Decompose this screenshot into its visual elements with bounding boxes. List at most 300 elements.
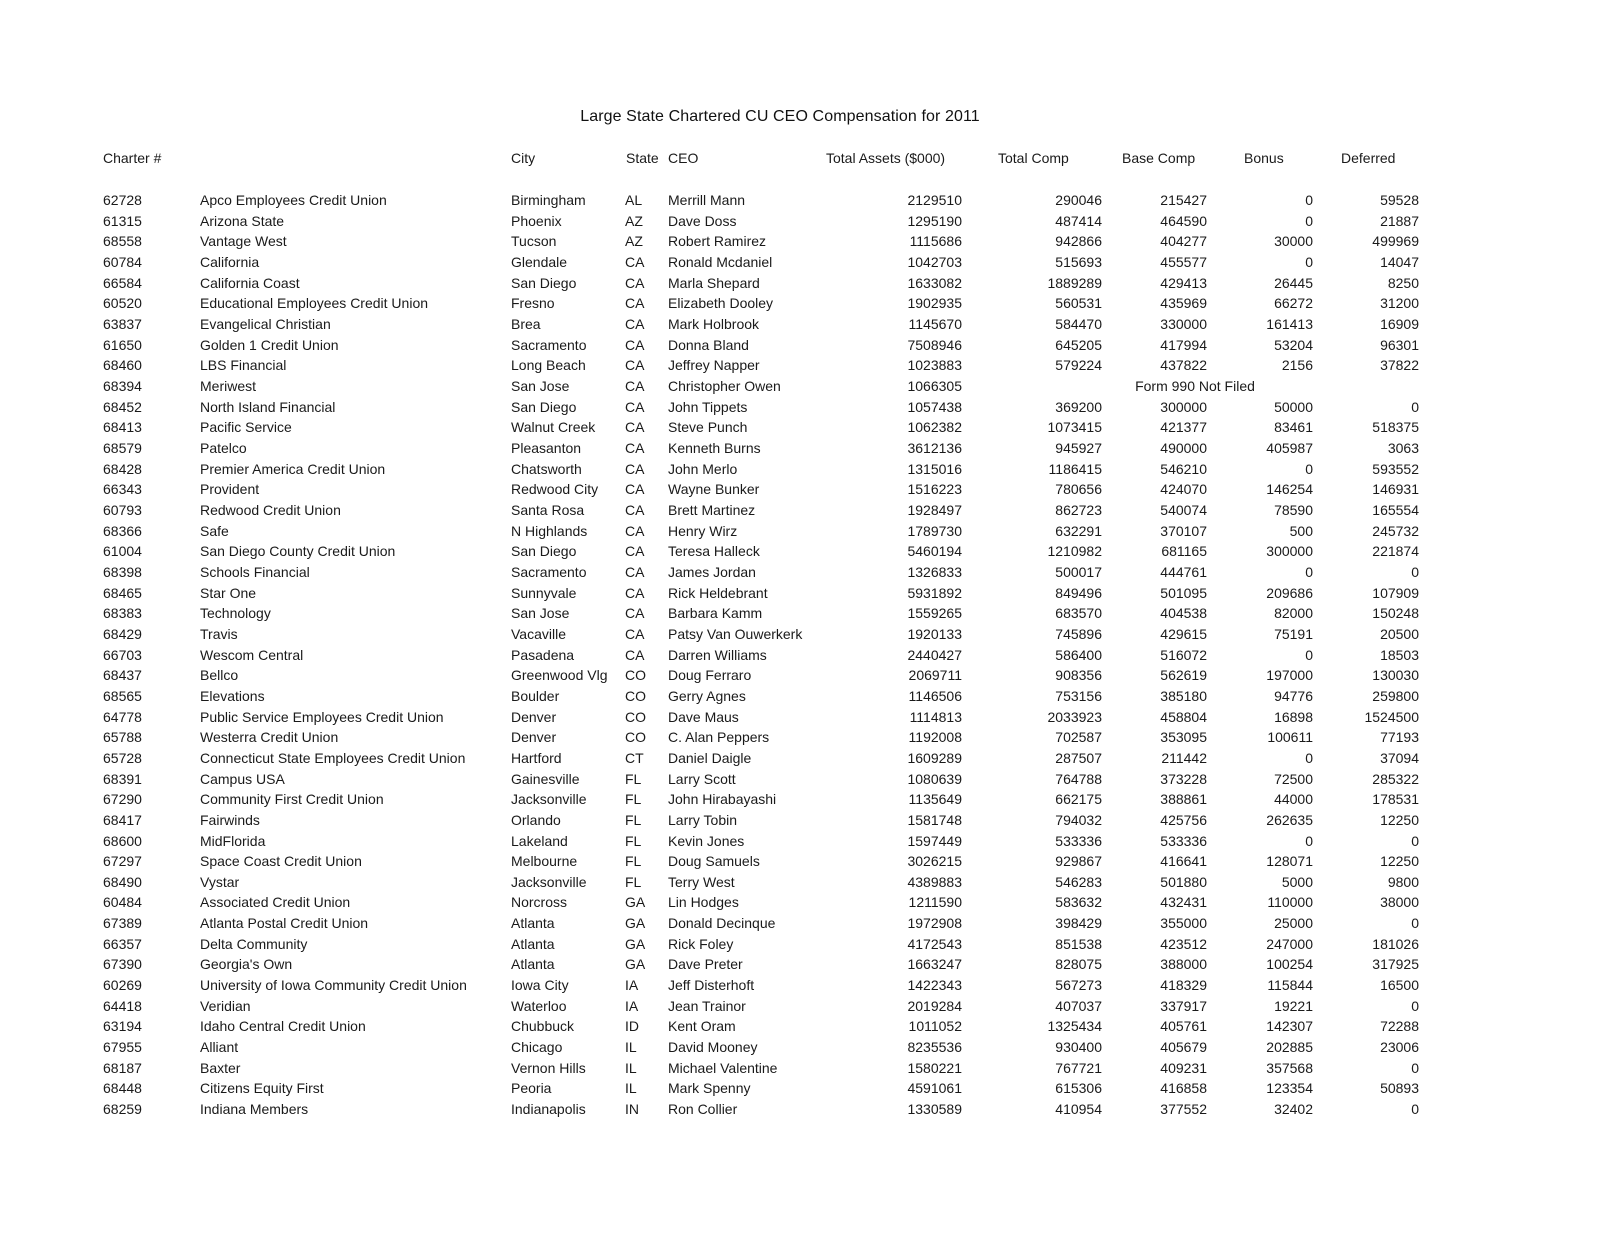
city: Chatsworth <box>511 460 582 477</box>
base-comp: 455577 <box>1160 254 1207 270</box>
charter-number: 68429 <box>103 625 142 642</box>
deferred: 12250 <box>1380 853 1419 870</box>
ceo-name: Patsy Van Ouwerkerk <box>668 625 803 642</box>
total-assets: 1011052 <box>908 1018 962 1035</box>
charter-number: 60793 <box>103 501 142 518</box>
total-comp: 683570 <box>1055 605 1102 622</box>
deferred: 37822 <box>1380 357 1419 374</box>
city: Iowa City <box>511 977 569 994</box>
city: Jacksonville <box>511 791 587 808</box>
deferred: 23006 <box>1380 1039 1419 1056</box>
state: FL <box>625 853 642 870</box>
total-comp: 851538 <box>1055 935 1102 952</box>
deferred: 31200 <box>1380 295 1419 312</box>
table-header <box>0 148 1600 168</box>
deferred: 14047 <box>1380 254 1419 270</box>
state: FL <box>625 791 642 808</box>
bonus: 142307 <box>1266 1018 1313 1035</box>
deferred: 165554 <box>1372 501 1419 518</box>
deferred: 0 <box>1411 915 1419 932</box>
total-comp: 753156 <box>1055 687 1102 704</box>
table-row <box>0 831 1600 851</box>
credit-union-name: Veridian <box>200 997 251 1014</box>
base-comp: 533336 <box>1160 832 1207 849</box>
total-assets: 1920133 <box>907 625 962 642</box>
total-assets: 1066305 <box>907 377 962 394</box>
state: IN <box>625 1101 639 1117</box>
credit-union-name: Westerra Credit Union <box>200 729 339 746</box>
total-assets: 1145670 <box>908 316 962 332</box>
city: Redwood City <box>511 481 599 498</box>
total-assets: 1295190 <box>907 212 962 229</box>
total-comp: 410954 <box>1055 1101 1102 1117</box>
base-comp: 300000 <box>1160 398 1207 415</box>
bonus: 72500 <box>1274 770 1313 787</box>
table-row <box>0 417 1600 437</box>
credit-union-name: Atlanta Postal Credit Union <box>200 915 369 932</box>
total-assets: 3612136 <box>907 439 962 456</box>
city: Lakeland <box>511 832 568 849</box>
city: San Jose <box>511 605 570 622</box>
charter-number: 68579 <box>103 439 142 456</box>
base-comp: 562619 <box>1160 667 1207 684</box>
total-assets: 1789730 <box>907 522 962 539</box>
charter-number: 68259 <box>103 1101 142 1117</box>
deferred: 9800 <box>1387 873 1419 890</box>
ceo-name: Brett Martinez <box>668 501 756 518</box>
bonus: 44000 <box>1274 791 1313 808</box>
bonus: 100611 <box>1267 729 1313 746</box>
ceo-name: Larry Tobin <box>668 811 738 828</box>
state: CO <box>625 708 646 725</box>
bonus: 357568 <box>1266 1059 1313 1076</box>
charter-number: 68417 <box>103 811 142 828</box>
total-comp: 780656 <box>1055 481 1102 498</box>
city: San Diego <box>511 543 577 560</box>
table-row <box>0 1078 1600 1098</box>
total-assets: 4389883 <box>907 873 962 890</box>
charter-number: 66703 <box>103 646 142 663</box>
total-comp: 407037 <box>1055 997 1102 1014</box>
bonus: 262635 <box>1266 811 1313 828</box>
base-comp: 429413 <box>1160 274 1207 291</box>
state: CA <box>625 646 645 663</box>
city: San Jose <box>511 377 570 394</box>
total-assets: 1633082 <box>907 274 962 291</box>
bonus: 19221 <box>1274 997 1313 1014</box>
bonus: 83461 <box>1274 419 1313 436</box>
city: Pleasanton <box>511 439 582 456</box>
table-row <box>0 954 1600 974</box>
total-comp: 745896 <box>1055 625 1102 642</box>
charter-number: 65728 <box>103 749 142 766</box>
ceo-name: Ron Collier <box>668 1101 738 1117</box>
ceo-name: Mark Spenny <box>668 1080 751 1097</box>
charter-number: 60520 <box>103 295 142 312</box>
credit-union-name: Travis <box>200 625 238 642</box>
ceo-name: Rick Foley <box>668 935 734 952</box>
state: CA <box>625 605 645 622</box>
base-comp: 424070 <box>1160 481 1207 498</box>
deferred: 181026 <box>1372 935 1419 952</box>
base-comp: 501095 <box>1160 584 1207 601</box>
state: CA <box>625 377 645 394</box>
credit-union-name: Elevations <box>200 687 265 704</box>
header-total-assets: Total Assets ($000) <box>826 150 946 166</box>
charter-number: 68383 <box>103 605 142 622</box>
table-row <box>0 624 1600 644</box>
bonus: 100254 <box>1266 956 1313 973</box>
total-comp: 287507 <box>1055 749 1102 766</box>
base-comp: 444761 <box>1160 563 1207 580</box>
header-deferred: Deferred <box>1341 150 1396 166</box>
city: Vernon Hills <box>511 1059 586 1076</box>
ceo-name: Teresa Halleck <box>668 543 760 560</box>
city: Chicago <box>511 1039 563 1056</box>
charter-number: 68465 <box>103 584 142 601</box>
bonus: 16898 <box>1274 708 1313 725</box>
credit-union-name: North Island Financial <box>200 398 336 415</box>
charter-number: 60269 <box>103 977 142 994</box>
charter-number: 68391 <box>103 770 142 787</box>
city: Chubbuck <box>511 1018 575 1035</box>
ceo-name: James Jordan <box>668 563 756 580</box>
ceo-name: Dave Doss <box>668 212 737 229</box>
total-assets: 1042703 <box>907 254 962 270</box>
total-comp: 1186415 <box>1048 460 1102 477</box>
table-row <box>0 789 1600 809</box>
base-comp: 435969 <box>1160 295 1207 312</box>
total-comp: 290046 <box>1055 192 1102 208</box>
charter-number: 63194 <box>103 1018 142 1035</box>
charter-number: 67290 <box>103 791 142 808</box>
total-comp: 487414 <box>1055 212 1102 229</box>
credit-union-name: Fairwinds <box>200 811 260 828</box>
total-comp: 369200 <box>1055 398 1102 415</box>
total-assets: 1062382 <box>907 419 962 436</box>
table-row <box>0 335 1600 355</box>
table-row <box>0 975 1600 995</box>
total-comp: 579224 <box>1055 357 1102 374</box>
credit-union-name: MidFlorida <box>200 832 266 849</box>
total-comp: 1210982 <box>1047 543 1102 560</box>
city: Atlanta <box>511 935 555 952</box>
base-comp: 464590 <box>1160 212 1207 229</box>
total-comp: 546283 <box>1055 873 1102 890</box>
state: ID <box>625 1018 639 1035</box>
charter-number: 68452 <box>103 398 142 415</box>
table-row <box>0 541 1600 561</box>
total-comp: 849496 <box>1055 584 1102 601</box>
deferred: 317925 <box>1372 956 1419 973</box>
base-comp: 516072 <box>1160 646 1207 663</box>
state: CA <box>625 501 645 518</box>
deferred: 38000 <box>1380 894 1419 911</box>
table-row <box>0 769 1600 789</box>
base-comp: 418329 <box>1160 977 1207 994</box>
header-bonus: Bonus <box>1244 150 1284 166</box>
bonus: 0 <box>1305 646 1313 663</box>
total-assets: 2129510 <box>907 192 962 208</box>
ceo-name: Wayne Bunker <box>668 481 760 498</box>
ceo-name: Dave Maus <box>668 708 739 725</box>
bonus: 78590 <box>1274 501 1313 518</box>
total-assets: 1315016 <box>907 460 962 477</box>
bonus: 82000 <box>1274 605 1313 622</box>
bonus: 0 <box>1305 254 1313 270</box>
credit-union-name: Wescom Central <box>200 646 304 663</box>
credit-union-name: Safe <box>200 522 229 539</box>
city: Boulder <box>511 687 560 704</box>
ceo-name: Marla Shepard <box>668 274 760 291</box>
table-row <box>0 231 1600 251</box>
charter-number: 61315 <box>103 212 142 229</box>
bonus: 0 <box>1305 192 1313 208</box>
table-row <box>0 810 1600 830</box>
deferred: 593552 <box>1372 460 1419 477</box>
base-comp: 417994 <box>1160 336 1207 353</box>
city: Jacksonville <box>511 873 587 890</box>
ceo-name: Donna Bland <box>668 336 749 353</box>
base-comp: 416858 <box>1160 1080 1207 1097</box>
city: Norcross <box>511 894 568 911</box>
bonus: 32402 <box>1274 1101 1313 1117</box>
charter-number: 64778 <box>103 708 142 725</box>
base-comp: 405679 <box>1160 1039 1207 1056</box>
bonus: 500 <box>1289 522 1313 539</box>
charter-number: 60784 <box>103 254 142 270</box>
credit-union-name: Golden 1 Credit Union <box>200 336 339 353</box>
total-comp: 632291 <box>1055 522 1102 539</box>
charter-number: 68428 <box>103 460 142 477</box>
total-comp: 767721 <box>1055 1059 1102 1076</box>
header-ceo: CEO <box>668 150 699 166</box>
state: CA <box>625 543 645 560</box>
credit-union-name: Alliant <box>200 1039 239 1056</box>
charter-number: 68413 <box>103 419 142 436</box>
charter-number: 66357 <box>103 935 142 952</box>
total-assets: 1581748 <box>907 811 962 828</box>
ceo-name: Daniel Daigle <box>668 749 752 766</box>
credit-union-name: Associated Credit Union <box>200 894 351 911</box>
credit-union-name: Idaho Central Credit Union <box>200 1018 366 1035</box>
base-comp: 337917 <box>1160 997 1207 1014</box>
deferred: 107909 <box>1372 584 1419 601</box>
total-comp: 2033923 <box>1047 708 1102 725</box>
state: FL <box>625 832 642 849</box>
city: Melbourne <box>511 853 578 870</box>
total-comp: 584470 <box>1055 316 1102 332</box>
base-comp: 432431 <box>1160 894 1207 911</box>
deferred: 20500 <box>1380 625 1419 642</box>
credit-union-name: University of Iowa Community Credit Union <box>200 977 467 994</box>
state: CO <box>625 729 646 746</box>
charter-number: 68398 <box>103 563 142 580</box>
ceo-name: Donald Decinque <box>668 915 776 932</box>
credit-union-name: Vantage West <box>200 233 287 250</box>
state: CA <box>625 419 645 436</box>
total-assets: 1330589 <box>907 1101 962 1117</box>
state: AZ <box>625 212 643 229</box>
bonus: 53204 <box>1274 336 1313 353</box>
ceo-name: Christopher Owen <box>668 377 781 394</box>
base-comp: 681165 <box>1161 543 1207 560</box>
state: CA <box>625 336 645 353</box>
charter-number: 67955 <box>103 1039 142 1056</box>
city: San Diego <box>511 398 577 415</box>
ceo-name: C. Alan Peppers <box>668 729 770 746</box>
city: Walnut Creek <box>511 419 596 436</box>
credit-union-name: Baxter <box>200 1059 241 1076</box>
ceo-name: Dave Preter <box>668 956 743 973</box>
charter-number: 64418 <box>103 997 142 1014</box>
credit-union-name: Schools Financial <box>200 563 310 580</box>
credit-union-name: Campus USA <box>200 770 285 787</box>
table-row <box>0 996 1600 1016</box>
city: Denver <box>511 729 557 746</box>
state: IA <box>625 997 639 1014</box>
bonus: 94776 <box>1274 687 1313 704</box>
deferred: 285322 <box>1372 770 1419 787</box>
city: N Highlands <box>511 522 588 539</box>
total-assets: 1972908 <box>907 915 962 932</box>
charter-number: 68437 <box>103 667 142 684</box>
city: Atlanta <box>511 956 555 973</box>
deferred: 0 <box>1411 563 1419 580</box>
bonus: 5000 <box>1281 873 1313 890</box>
bonus: 30000 <box>1274 233 1313 250</box>
table-row <box>0 1058 1600 1078</box>
total-assets: 4591061 <box>907 1080 962 1097</box>
ceo-name: Jean Trainor <box>668 997 746 1014</box>
total-assets: 1057438 <box>907 398 962 415</box>
total-assets: 8235536 <box>907 1039 962 1056</box>
total-comp: 794032 <box>1055 811 1102 828</box>
deferred: 0 <box>1411 1101 1419 1117</box>
total-assets: 2069711 <box>908 667 962 684</box>
table-row <box>0 376 1600 396</box>
credit-union-name: Redwood Credit Union <box>200 501 341 518</box>
credit-union-name: Space Coast Credit Union <box>200 853 362 870</box>
deferred: 50893 <box>1380 1080 1419 1097</box>
charter-number: 61650 <box>103 336 142 353</box>
ceo-name: Rick Heldebrant <box>668 584 768 601</box>
ceo-name: Doug Ferraro <box>668 667 752 684</box>
bonus: 75191 <box>1274 625 1313 642</box>
table-row <box>0 252 1600 272</box>
table-row <box>0 872 1600 892</box>
credit-union-name: Vystar <box>200 873 240 890</box>
ceo-name: Merrill Mann <box>668 192 746 208</box>
deferred: 221874 <box>1372 543 1419 560</box>
base-comp: 425756 <box>1160 811 1207 828</box>
bonus: 0 <box>1305 460 1313 477</box>
total-assets: 1422343 <box>907 977 962 994</box>
total-assets: 1516223 <box>907 481 962 498</box>
total-assets: 5460194 <box>907 543 962 560</box>
city: Pasadena <box>511 646 575 663</box>
total-comp: 945927 <box>1055 439 1102 456</box>
charter-number: 66584 <box>103 274 142 291</box>
deferred: 0 <box>1411 398 1419 415</box>
credit-union-name: Star One <box>200 584 257 601</box>
bonus: 0 <box>1305 212 1313 229</box>
city: Birmingham <box>511 192 586 208</box>
total-assets: 1326833 <box>907 563 962 580</box>
table-row <box>0 665 1600 685</box>
charter-number: 65788 <box>103 729 142 746</box>
charter-number: 68366 <box>103 522 142 539</box>
base-comp: 423512 <box>1160 935 1207 952</box>
charter-number: 61004 <box>103 543 142 560</box>
credit-union-name: California <box>200 254 260 270</box>
total-assets: 1559265 <box>907 605 962 622</box>
state: CA <box>625 460 645 477</box>
total-assets: 1080639 <box>907 770 962 787</box>
credit-union-name: Provident <box>200 481 260 498</box>
base-comp: 416641 <box>1160 853 1207 870</box>
bonus: 50000 <box>1274 398 1313 415</box>
deferred: 130030 <box>1372 667 1419 684</box>
base-comp: 429615 <box>1160 625 1207 642</box>
base-comp: 404277 <box>1160 233 1207 250</box>
base-comp: 546210 <box>1160 460 1207 477</box>
charter-number: 68460 <box>103 357 142 374</box>
state: GA <box>625 935 646 952</box>
credit-union-name: Meriwest <box>200 377 257 394</box>
table-row <box>0 707 1600 727</box>
base-comp: 409231 <box>1160 1059 1207 1076</box>
state: CA <box>625 254 645 270</box>
city: San Diego <box>511 274 577 291</box>
base-comp: 377552 <box>1160 1101 1207 1117</box>
state: CA <box>625 274 645 291</box>
total-assets: 1597449 <box>907 832 962 849</box>
charter-number: 66343 <box>103 481 142 498</box>
total-comp: 1889289 <box>1047 274 1102 291</box>
total-assets: 1902935 <box>907 295 962 312</box>
bonus: 0 <box>1305 563 1313 580</box>
base-comp: 437822 <box>1160 357 1207 374</box>
table-row <box>0 686 1600 706</box>
total-comp: 398429 <box>1055 915 1102 932</box>
total-comp: 645205 <box>1055 336 1102 353</box>
state: GA <box>625 956 646 973</box>
state: CA <box>625 398 645 415</box>
charter-number: 67390 <box>103 956 142 973</box>
form-990-note: Form 990 Not Filed <box>1135 377 1255 394</box>
ceo-name: Darren Williams <box>668 646 767 663</box>
deferred: 178531 <box>1372 791 1419 808</box>
table-row <box>0 397 1600 417</box>
city: Atlanta <box>511 915 555 932</box>
base-comp: 405761 <box>1160 1018 1207 1035</box>
base-comp: 370107 <box>1160 522 1207 539</box>
total-assets: 1135649 <box>908 791 962 808</box>
total-assets: 3026215 <box>907 853 962 870</box>
credit-union-name: Educational Employees Credit Union <box>200 295 429 312</box>
ceo-name: Elizabeth Dooley <box>668 295 774 312</box>
city: Waterloo <box>511 997 567 1014</box>
credit-union-name: California Coast <box>200 274 300 291</box>
bonus: 202885 <box>1266 1039 1313 1056</box>
state: CO <box>625 687 646 704</box>
table-row <box>0 1037 1600 1057</box>
ceo-name: Michael Valentine <box>668 1059 778 1076</box>
total-assets: 1609289 <box>907 749 962 766</box>
table-row <box>0 892 1600 912</box>
ceo-name: Henry Wirz <box>668 522 738 539</box>
